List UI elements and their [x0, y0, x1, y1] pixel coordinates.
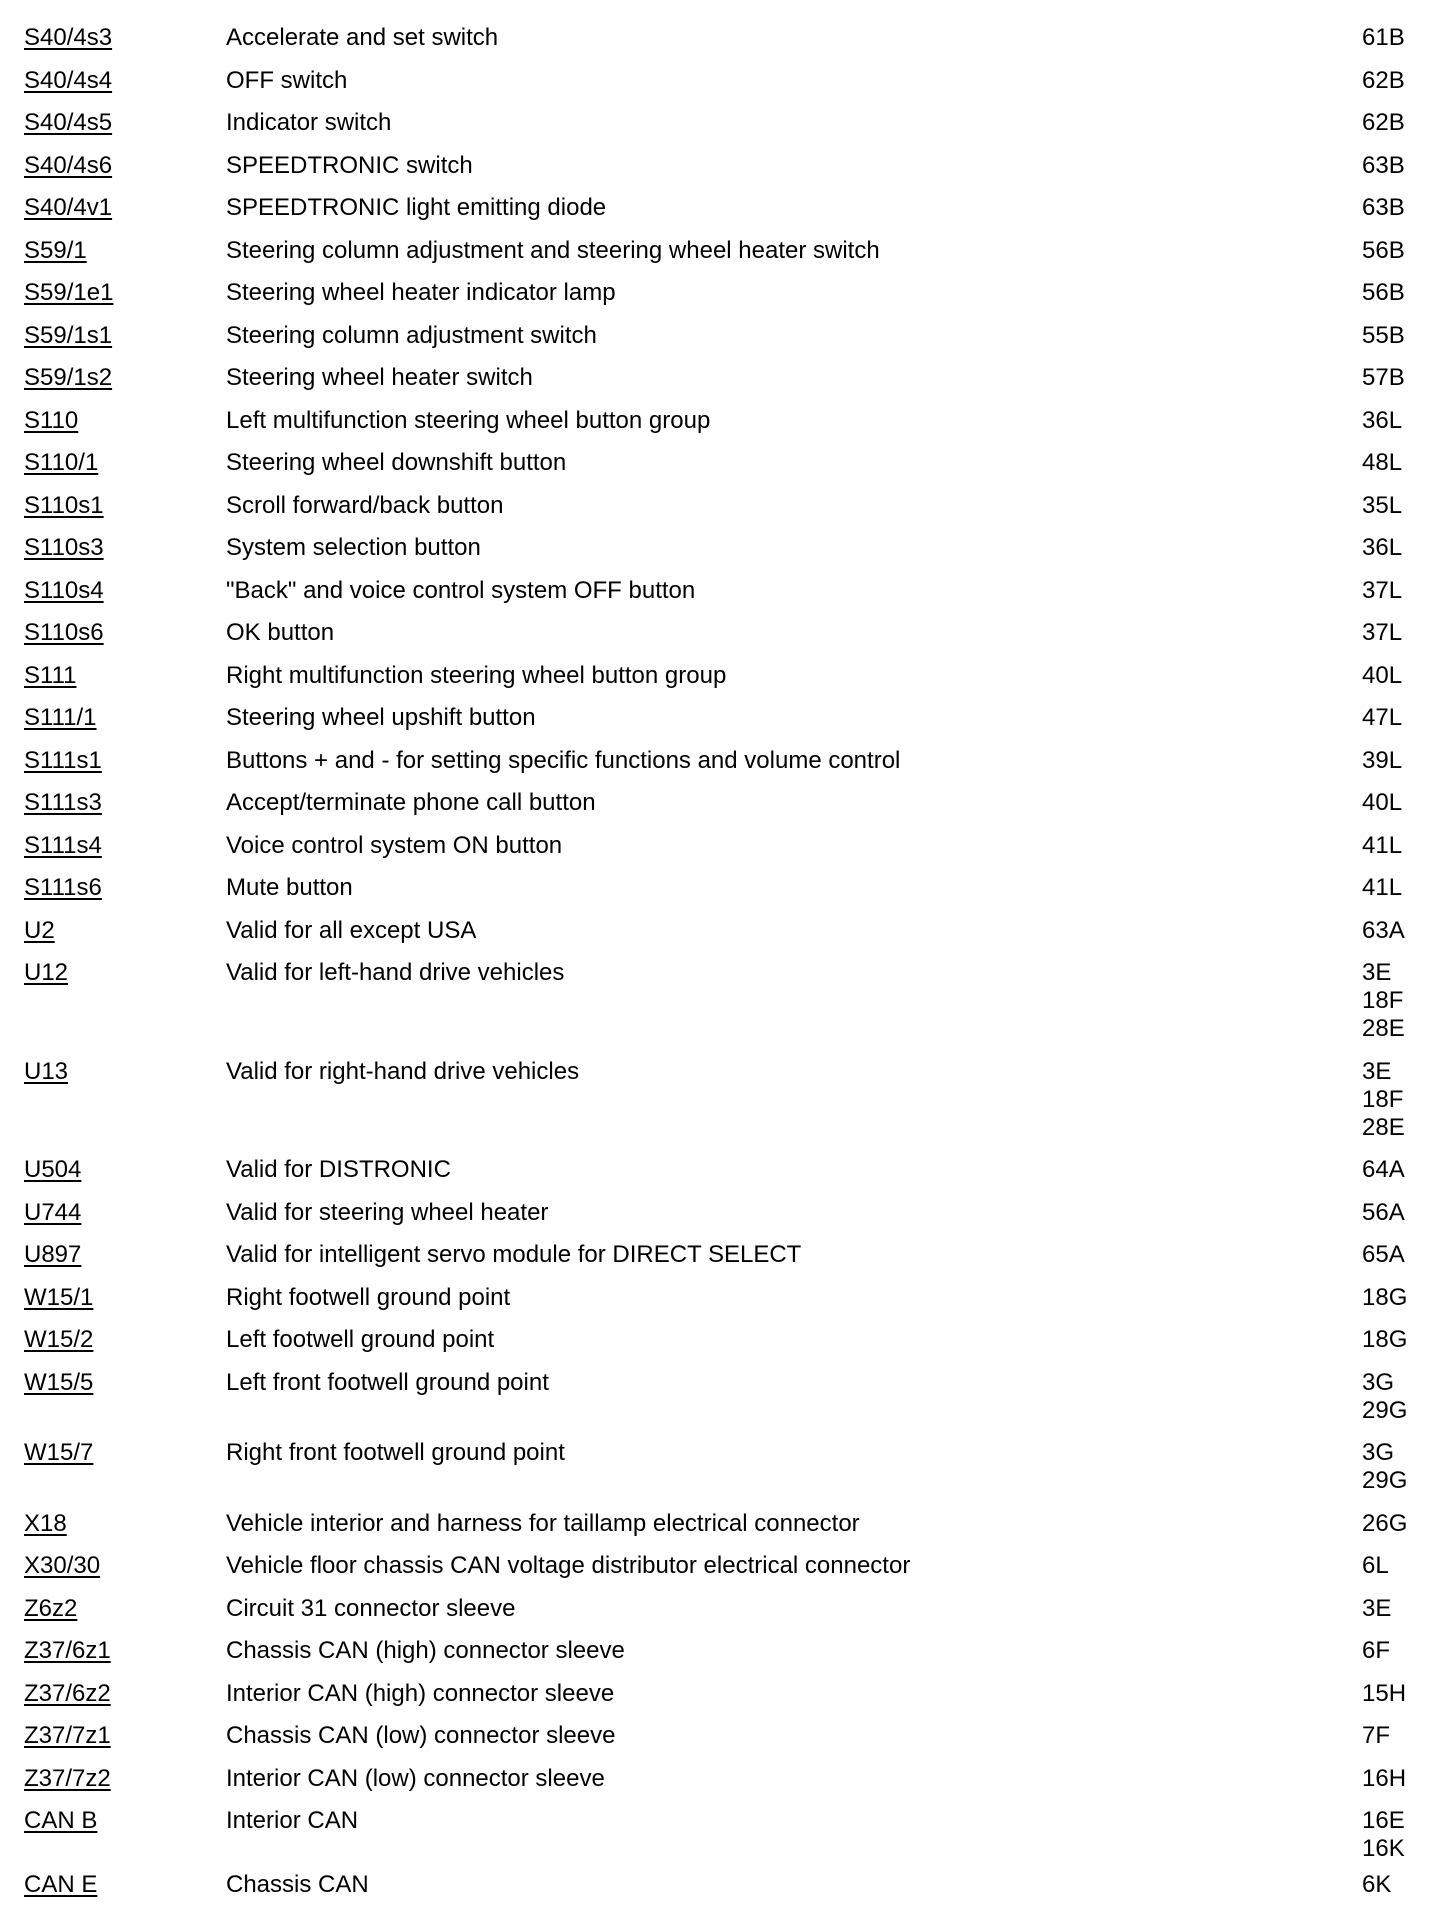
grid-reference: 36L [1362, 406, 1403, 434]
legend-row-u744 [24, 1199, 1424, 1227]
grid-reference-list [1362, 1058, 1424, 1142]
grid-reference: 39L [1362, 746, 1403, 774]
component-code-link[interactable]: S40/4s6 [24, 151, 113, 179]
grid-reference-list [1362, 194, 1424, 222]
legend-row-s59-1s2 [24, 364, 1424, 392]
component-description: Steering wheel heater switch [226, 364, 533, 391]
grid-reference: 6K [1362, 1871, 1392, 1898]
legend-row-s110s4 [24, 577, 1424, 605]
grid-reference-list [1362, 322, 1424, 350]
legend-row-z37-6z2 [24, 1680, 1424, 1708]
component-legend-list [24, 24, 1424, 1914]
grid-reference-list [1362, 237, 1424, 265]
grid-reference-list [1362, 152, 1424, 180]
component-code-link[interactable]: S111 [24, 661, 77, 689]
component-code-link[interactable]: S110s3 [24, 534, 104, 561]
grid-reference-list [1362, 1595, 1424, 1623]
component-code-link[interactable]: W15/7 [24, 1439, 94, 1466]
grid-reference: 37L [1362, 619, 1403, 646]
component-description: Valid for left-hand drive vehicles [226, 959, 565, 986]
grid-reference-list [1362, 662, 1424, 690]
legend-row-s40-4s5 [24, 109, 1424, 137]
component-code-link[interactable]: Z37/6z1 [24, 1637, 111, 1664]
component-code-link[interactable]: U2 [24, 916, 55, 944]
grid-reference-list [1362, 1637, 1424, 1665]
component-code-link[interactable]: S111/1 [24, 704, 97, 731]
component-code-link[interactable]: W15/2 [24, 1326, 94, 1353]
grid-reference: 16K [1362, 1835, 1405, 1862]
component-description: Right footwell ground point [226, 1283, 511, 1311]
grid-reference-list [1362, 747, 1424, 775]
legend-row-s59-1 [24, 237, 1424, 265]
grid-reference-list [1362, 1241, 1424, 1269]
component-description: Mute button [226, 874, 353, 901]
grid-reference: 56B [1362, 279, 1405, 306]
grid-reference-list [1362, 1326, 1424, 1354]
legend-row-s59-1s1 [24, 322, 1424, 350]
grid-reference-list [1362, 1199, 1424, 1227]
grid-reference: 63B [1362, 194, 1405, 221]
component-code-link[interactable]: S110s6 [24, 619, 104, 646]
component-description: Valid for right-hand drive vehicles [226, 1057, 580, 1085]
component-description: Buttons + and - for setting specific functions and volume control [226, 746, 901, 774]
grid-reference: 3E [1362, 1057, 1392, 1085]
grid-reference-list [1362, 959, 1424, 1043]
legend-row-z37-6z1 [24, 1637, 1424, 1665]
grid-reference: 3G [1362, 1439, 1395, 1466]
grid-reference-list [1362, 1552, 1424, 1580]
legend-row-x30-30 [24, 1552, 1424, 1580]
grid-reference-list [1362, 279, 1424, 307]
component-code-link[interactable]: S110 [24, 406, 79, 434]
grid-reference: 29G [1362, 1467, 1408, 1494]
component-code-link[interactable]: S59/1 [24, 236, 87, 264]
component-code-link[interactable]: S110s4 [24, 576, 104, 604]
component-description: OFF switch [226, 66, 348, 94]
component-description: Indicator switch [226, 109, 392, 136]
grid-reference: 7F [1362, 1722, 1391, 1749]
grid-reference: 56A [1362, 1198, 1405, 1226]
component-description: Valid for DISTRONIC [226, 1156, 451, 1183]
component-description: Left multifunction steering wheel button group [226, 406, 711, 434]
component-code-link[interactable]: W15/5 [24, 1368, 94, 1396]
grid-reference: 18G [1362, 1283, 1408, 1311]
grid-reference: 35L [1362, 491, 1403, 519]
grid-reference: 41L [1362, 874, 1403, 901]
grid-reference: 15H [1362, 1679, 1407, 1707]
component-description: Chassis CAN (low) connector sleeve [226, 1722, 616, 1749]
grid-reference-list [1362, 1722, 1424, 1750]
component-description: Valid for all except USA [226, 916, 477, 944]
grid-reference-list [1362, 1510, 1424, 1538]
component-description: Valid for intelligent servo module for DIRECT SELECT [226, 1241, 802, 1268]
grid-reference-list [1362, 1439, 1424, 1495]
legend-row-can-b [24, 1807, 1424, 1863]
legend-row-z37-7z2 [24, 1765, 1424, 1793]
grid-reference-list [1362, 1765, 1424, 1793]
grid-reference: 3G [1362, 1368, 1395, 1396]
grid-reference: 37L [1362, 576, 1403, 604]
component-description: Steering column adjustment and steering wheel heater switch [226, 236, 880, 264]
legend-row-w15-7 [24, 1439, 1424, 1495]
component-description: Steering wheel heater indicator lamp [226, 279, 616, 306]
grid-reference: 65A [1362, 1241, 1405, 1268]
grid-reference-list [1362, 407, 1424, 435]
component-description: SPEEDTRONIC light emitting diode [226, 194, 607, 221]
component-code-link[interactable]: CAN B [24, 1807, 98, 1834]
grid-reference: 63B [1362, 151, 1405, 179]
legend-row-u504 [24, 1156, 1424, 1184]
component-code-link[interactable]: U12 [24, 959, 69, 986]
component-description: Steering wheel downshift button [226, 449, 567, 476]
legend-row-s111s6 [24, 874, 1424, 902]
grid-reference-list [1362, 1807, 1424, 1863]
component-description: OK button [226, 619, 335, 646]
component-code-link[interactable]: Z37/7z2 [24, 1764, 111, 1792]
component-code-link[interactable]: X30/30 [24, 1552, 101, 1579]
grid-reference-list [1362, 619, 1424, 647]
grid-reference-list [1362, 109, 1424, 137]
legend-row-s111 [24, 662, 1424, 690]
legend-row-s110s6 [24, 619, 1424, 647]
grid-reference-list [1362, 534, 1424, 562]
component-description: Chassis CAN [226, 1871, 369, 1898]
grid-reference: 61B [1362, 24, 1405, 51]
grid-reference: 62B [1362, 109, 1405, 136]
grid-reference: 28E [1362, 1015, 1405, 1042]
grid-reference: 29G [1362, 1396, 1408, 1424]
component-code-link[interactable]: S111s6 [24, 874, 102, 901]
grid-reference: 18G [1362, 1326, 1408, 1353]
grid-reference: 64A [1362, 1156, 1405, 1183]
component-code-link[interactable]: S40/4s3 [24, 24, 113, 51]
component-code-link[interactable]: S40/4s5 [24, 109, 113, 136]
legend-row-u897 [24, 1241, 1424, 1269]
legend-row-s111s3 [24, 789, 1424, 817]
grid-reference: 55B [1362, 321, 1405, 349]
component-description: Accelerate and set switch [226, 24, 499, 51]
component-description: Right front footwell ground point [226, 1439, 565, 1466]
grid-reference-list [1362, 1871, 1424, 1899]
component-code-link[interactable]: S111s3 [24, 789, 102, 816]
grid-reference: 57B [1362, 364, 1405, 391]
legend-row-w15-2 [24, 1326, 1424, 1354]
grid-reference-list [1362, 577, 1424, 605]
grid-reference-list [1362, 67, 1424, 95]
grid-reference: 63A [1362, 916, 1405, 944]
component-code-link[interactable]: Z6z2 [24, 1594, 78, 1622]
component-code-link[interactable]: U897 [24, 1241, 82, 1268]
component-description: System selection button [226, 534, 481, 561]
grid-reference-list [1362, 492, 1424, 520]
component-code-link[interactable]: S40/4v1 [24, 194, 113, 221]
grid-reference: 36L [1362, 534, 1403, 561]
component-description: Circuit 31 connector sleeve [226, 1594, 516, 1622]
legend-row-s40-4s6 [24, 152, 1424, 180]
grid-reference: 47L [1362, 704, 1403, 731]
grid-reference: 26G [1362, 1509, 1408, 1537]
component-description: Chassis CAN (high) connector sleeve [226, 1637, 625, 1664]
grid-reference: 3E [1362, 1594, 1392, 1622]
component-description: SPEEDTRONIC switch [226, 151, 473, 179]
legend-row-w15-5 [24, 1369, 1424, 1425]
legend-row-s40-4s4 [24, 67, 1424, 95]
grid-reference: 40L [1362, 661, 1403, 689]
legend-row-s110s3 [24, 534, 1424, 562]
grid-reference: 18F [1362, 987, 1404, 1014]
component-description: Vehicle floor chassis CAN voltage distributor electrical connector [226, 1552, 911, 1579]
grid-reference: 62B [1362, 66, 1405, 94]
component-description: Interior CAN (low) connector sleeve [226, 1764, 605, 1792]
legend-row-s40-4s3 [24, 24, 1424, 52]
component-description: Steering wheel upshift button [226, 704, 536, 731]
grid-reference-list [1362, 1680, 1424, 1708]
legend-row-s110s1 [24, 492, 1424, 520]
component-code-link[interactable]: S110/1 [24, 449, 99, 476]
legend-row-w15-1 [24, 1284, 1424, 1312]
grid-reference: 6L [1362, 1552, 1389, 1579]
legend-row-s111-1 [24, 704, 1424, 732]
grid-reference-list [1362, 449, 1424, 477]
component-description: Interior CAN [226, 1807, 359, 1834]
component-description: "Back" and voice control system OFF button [226, 576, 696, 604]
component-description: Scroll forward/back button [226, 491, 504, 519]
grid-reference: 48L [1362, 449, 1403, 476]
component-code-link[interactable]: X18 [24, 1509, 67, 1537]
legend-row-can-e [24, 1871, 1424, 1899]
grid-reference: 3E [1362, 959, 1392, 986]
legend-row-z37-7z1 [24, 1722, 1424, 1750]
component-description: Interior CAN (high) connector sleeve [226, 1679, 615, 1707]
grid-reference: 18F [1362, 1085, 1404, 1113]
grid-reference-list [1362, 1369, 1424, 1425]
legend-row-z6z2 [24, 1595, 1424, 1623]
component-code-link[interactable]: U744 [24, 1198, 82, 1226]
component-description: Steering column adjustment switch [226, 321, 597, 349]
component-code-link[interactable]: S111s4 [24, 831, 102, 859]
component-code-link[interactable]: S59/1s2 [24, 364, 113, 391]
grid-reference: 56B [1362, 236, 1405, 264]
component-code-link[interactable]: S111s1 [24, 746, 102, 774]
legend-row-s111s4 [24, 832, 1424, 860]
component-description: Vehicle interior and harness for taillamp electrical connector [226, 1509, 860, 1537]
legend-row-s110-1 [24, 449, 1424, 477]
component-description: Accept/terminate phone call button [226, 789, 596, 816]
legend-row-s40-4v1 [24, 194, 1424, 222]
component-code-link[interactable]: U13 [24, 1057, 69, 1085]
legend-row-s110 [24, 407, 1424, 435]
component-code-link[interactable]: Z37/7z1 [24, 1722, 111, 1749]
component-code-link[interactable]: S40/4s4 [24, 66, 113, 94]
grid-reference: 6F [1362, 1637, 1391, 1664]
grid-reference-list [1362, 917, 1424, 945]
legend-row-u2 [24, 917, 1424, 945]
component-code-link[interactable]: U504 [24, 1156, 82, 1183]
grid-reference: 16E [1362, 1807, 1405, 1834]
legend-row-x18 [24, 1510, 1424, 1538]
legend-row-u13 [24, 1058, 1424, 1142]
component-description: Right multifunction steering wheel button group [226, 661, 727, 689]
component-description: Voice control system ON button [226, 831, 563, 859]
grid-reference-list [1362, 1284, 1424, 1312]
grid-reference: 40L [1362, 789, 1403, 816]
component-code-link[interactable]: S110s1 [24, 491, 104, 519]
legend-row-s111s1 [24, 747, 1424, 775]
grid-reference-list [1362, 789, 1424, 817]
component-code-link[interactable]: S59/1s1 [24, 321, 113, 349]
grid-reference: 41L [1362, 831, 1403, 859]
component-code-link[interactable]: CAN E [24, 1871, 98, 1898]
grid-reference-list [1362, 24, 1424, 52]
grid-reference-list [1362, 832, 1424, 860]
legend-row-u12 [24, 959, 1424, 1043]
component-description: Valid for steering wheel heater [226, 1198, 549, 1226]
component-description: Left footwell ground point [226, 1326, 495, 1353]
component-code-link[interactable]: Z37/6z2 [24, 1679, 111, 1707]
grid-reference-list [1362, 1156, 1424, 1184]
grid-reference: 16H [1362, 1764, 1407, 1792]
legend-row-s59-1e1 [24, 279, 1424, 307]
grid-reference: 28E [1362, 1113, 1405, 1141]
grid-reference-list [1362, 364, 1424, 392]
grid-reference-list [1362, 704, 1424, 732]
component-description: Left front footwell ground point [226, 1368, 549, 1396]
component-code-link[interactable]: W15/1 [24, 1283, 94, 1311]
grid-reference-list [1362, 874, 1424, 902]
component-code-link[interactable]: S59/1e1 [24, 279, 114, 306]
